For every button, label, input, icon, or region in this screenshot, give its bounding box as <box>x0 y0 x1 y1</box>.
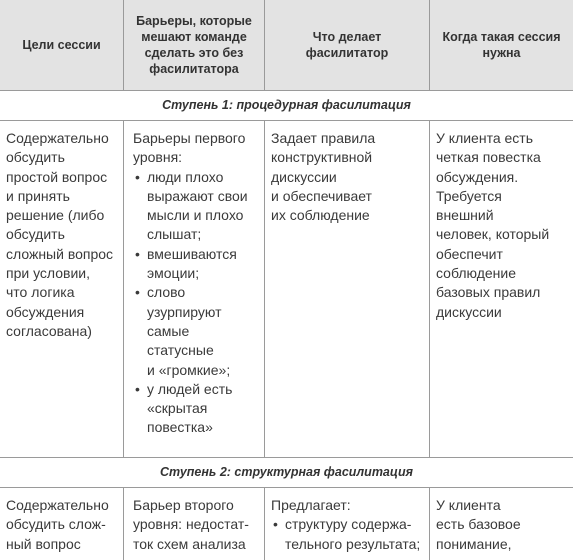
header-goals <box>0 0 123 90</box>
stage-1-facilitator <box>271 129 426 225</box>
stage-2-facilitator <box>271 496 428 554</box>
text-line: конструктивной <box>271 149 373 166</box>
text-line: обсудить слож- <box>6 516 106 533</box>
stage-1-barriers-intro <box>133 129 263 168</box>
bullet-item <box>133 168 263 245</box>
divider <box>0 90 573 91</box>
text-line: внешний <box>436 207 494 224</box>
text-line: Содержательно <box>6 497 109 513</box>
text-line: повестка» <box>147 419 213 436</box>
text-line: Барьеры первого <box>133 130 246 146</box>
text-line: при условии, <box>6 265 90 282</box>
text-line: фасилитатора <box>149 62 239 76</box>
text-line: базовых правил <box>436 284 541 301</box>
stage-2-facilitator-list <box>271 515 428 554</box>
text-line: • люди плохо <box>147 168 224 185</box>
divider <box>0 487 573 488</box>
divider <box>429 120 430 457</box>
text-line: их соблюдение <box>271 207 370 224</box>
text-line: • у людей есть <box>147 380 233 397</box>
divider <box>264 487 265 560</box>
text-line: нужна <box>482 46 521 60</box>
text-line: обсудить <box>6 226 65 243</box>
text-line: ток схем анализа <box>133 535 246 552</box>
text-line: обеспечит <box>436 245 503 262</box>
divider <box>264 0 265 90</box>
text-line: и принять <box>6 187 70 204</box>
text-line: тельного результата; <box>285 535 421 552</box>
text-line: четкая повестка <box>436 149 541 166</box>
text-line: выражают свои <box>147 187 248 204</box>
header-when <box>430 0 573 90</box>
text-line: слышат; <box>147 226 202 243</box>
text-line: эмоции; <box>147 265 200 282</box>
header-barriers <box>124 0 264 90</box>
text-line: обсуждения <box>6 303 85 320</box>
text-line: дискуссии <box>271 168 337 185</box>
text-line: узурпируют <box>147 303 222 320</box>
text-line: мысли и плохо <box>147 207 244 224</box>
text-line: сложный вопрос <box>6 245 114 262</box>
text-line: обсудить <box>6 149 65 166</box>
divider <box>123 487 124 560</box>
stage-1-title: Ступень 1: процедурная фасилитация <box>162 98 411 112</box>
text-line: • вмешиваются <box>147 245 237 262</box>
stage-2-facilitator-intro: Предлагает: <box>271 497 351 513</box>
text-line: обсуждения. <box>436 168 519 185</box>
text-line: • структуру содержа- <box>285 516 412 533</box>
text-line: Барьер второго <box>133 497 234 513</box>
text-line: согласована) <box>6 322 92 339</box>
text-line: Барьеры, которые <box>136 14 252 28</box>
divider <box>429 0 430 90</box>
text-line: ный вопрос <box>6 535 81 552</box>
text-line: сделать это без <box>144 46 244 60</box>
text-line: понимание, <box>436 535 512 552</box>
text-line: Содержательно <box>6 130 109 146</box>
header-facilitator-text <box>306 29 388 61</box>
stage-2-barriers <box>133 496 263 554</box>
bullet-item <box>133 380 263 438</box>
text-line: Задает правила <box>271 130 376 146</box>
stage-2-goals <box>6 496 121 554</box>
text-line: решение (либо <box>6 207 105 224</box>
text-line: соблюдение <box>436 265 516 282</box>
bullet-item <box>133 245 263 284</box>
stage-1-when <box>436 129 571 322</box>
divider <box>123 0 124 90</box>
bullet-item <box>271 515 428 554</box>
text-line: и «громкие»; <box>147 361 231 378</box>
divider <box>0 120 573 121</box>
text-line: статусные <box>147 342 214 359</box>
text-line: фасилитатор <box>305 46 389 60</box>
divider <box>0 457 573 458</box>
text-line: Когда такая сессия <box>442 30 561 44</box>
divider <box>429 487 430 560</box>
text-line: дискуссии <box>436 303 502 320</box>
text-line: самые <box>147 322 190 339</box>
text-line: У клиента <box>436 497 501 513</box>
text-line: уровня: <box>133 149 183 166</box>
header-facilitator <box>265 0 429 90</box>
text-line: уровня: недостат- <box>133 516 249 533</box>
header-when-text <box>442 29 560 61</box>
header-barriers-text <box>136 13 252 77</box>
text-line: мешают команде <box>141 30 247 44</box>
stage-2-title: Ступень 2: структурная фасилитация <box>160 465 413 479</box>
text-line: Что делает <box>312 30 382 44</box>
stage-1-goals <box>6 129 121 341</box>
bullet-item <box>133 283 263 379</box>
text-line: есть базовое <box>436 516 521 533</box>
header-goals-text: Цели сессии <box>22 38 101 52</box>
text-line: простой вопрос <box>6 168 108 185</box>
text-line: У клиента есть <box>436 130 533 146</box>
divider <box>264 120 265 457</box>
stage-1-barriers-list <box>133 168 263 438</box>
divider <box>123 120 124 457</box>
text-line: Требуется <box>436 187 502 204</box>
text-line: «скрытая <box>147 400 208 417</box>
text-line: человек, который <box>436 226 550 243</box>
stage-1-barriers <box>133 129 263 438</box>
text-line: что логика <box>6 284 75 301</box>
text-line: • слово <box>147 284 186 301</box>
stage-2-when <box>436 496 571 554</box>
text-line: и обеспечивает <box>271 187 372 204</box>
